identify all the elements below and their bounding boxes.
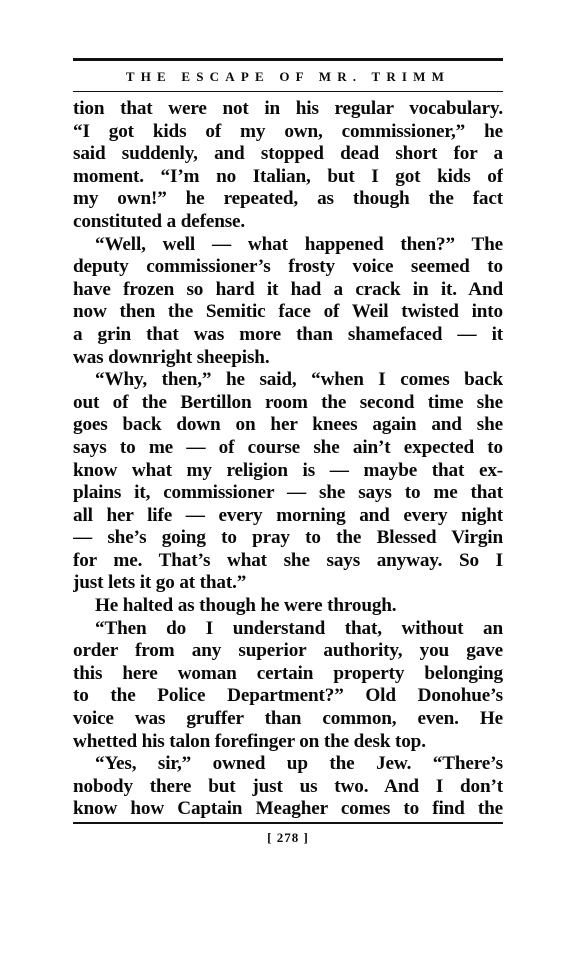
text-line: plains it, commissioner — she says to me that: [73, 482, 503, 504]
text-line: “Yes, sir,” owned up the Jew. “There’s: [95, 753, 503, 775]
text-line: moment. “I’m no Italian, but I got kids of: [73, 165, 503, 187]
text-line: out of the Bertillon room the second time she: [73, 391, 503, 413]
text-line: my own!” he repeated, as though the fact: [73, 188, 503, 210]
text-line: know what my religion is — maybe that ex-: [73, 459, 503, 481]
text-line: now then the Semitic face of Weil twisted into: [73, 301, 503, 323]
running-header: THE ESCAPE OF MR. TRIMM: [125, 69, 451, 84]
text-line: for me. That’s what she says anyway. So I: [73, 549, 503, 571]
text-line: said suddenly, and stopped dead short for a: [73, 143, 503, 165]
text-line: “Then do I understand that, without an: [95, 617, 503, 639]
text-line: all her life — every morning and every night: [73, 504, 503, 526]
text-line: says to me — of course she ain’t expected to: [73, 436, 503, 458]
text-line: “Why, then,” he said, “when I comes back: [95, 369, 503, 391]
top-rule: [73, 58, 503, 61]
text-line: He halted as though he were through.: [95, 595, 397, 617]
body-text: [73, 98, 503, 821]
text-line: just lets it go at that.”: [73, 572, 247, 594]
text-line: constituted a defense.: [73, 210, 246, 232]
page-number: [ 278 ]: [267, 830, 309, 845]
bottom-rule: [73, 822, 503, 824]
text-line: “Well, well — what happened then?” The: [95, 233, 503, 255]
text-line: to the Police Department?” Old Donohue’s: [73, 685, 503, 707]
text-line: nobody there but just us two. And I don’t: [73, 775, 503, 797]
text-line: goes back down on her knees again and she: [73, 414, 503, 436]
text-line: this here woman certain property belonging: [73, 662, 503, 684]
text-line: know how Captain Meagher comes to find the: [73, 798, 503, 820]
text-line: deputy commissioner’s frosty voice seemed to: [73, 256, 503, 278]
text-line: have frozen so hard it had a crack in it. And: [73, 278, 503, 300]
book-page: [73, 58, 503, 846]
text-line: voice was gruffer than common, even. He: [73, 708, 503, 730]
text-line: “I got kids of my own, commissioner,” he: [73, 120, 503, 142]
text-line: whetted his talon forefinger on the desk top.: [73, 730, 426, 752]
text-line: a grin that was more than shamefaced — it: [73, 323, 503, 345]
text-line: tion that were not in his regular vocabulary.: [73, 98, 503, 119]
text-line: was downright sheepish.: [73, 346, 270, 368]
text-line: order from any superior authority, you gave: [73, 640, 503, 662]
header-rule: [73, 91, 503, 92]
text-line: — she’s going to pray to the Blessed Virgin: [73, 527, 503, 549]
